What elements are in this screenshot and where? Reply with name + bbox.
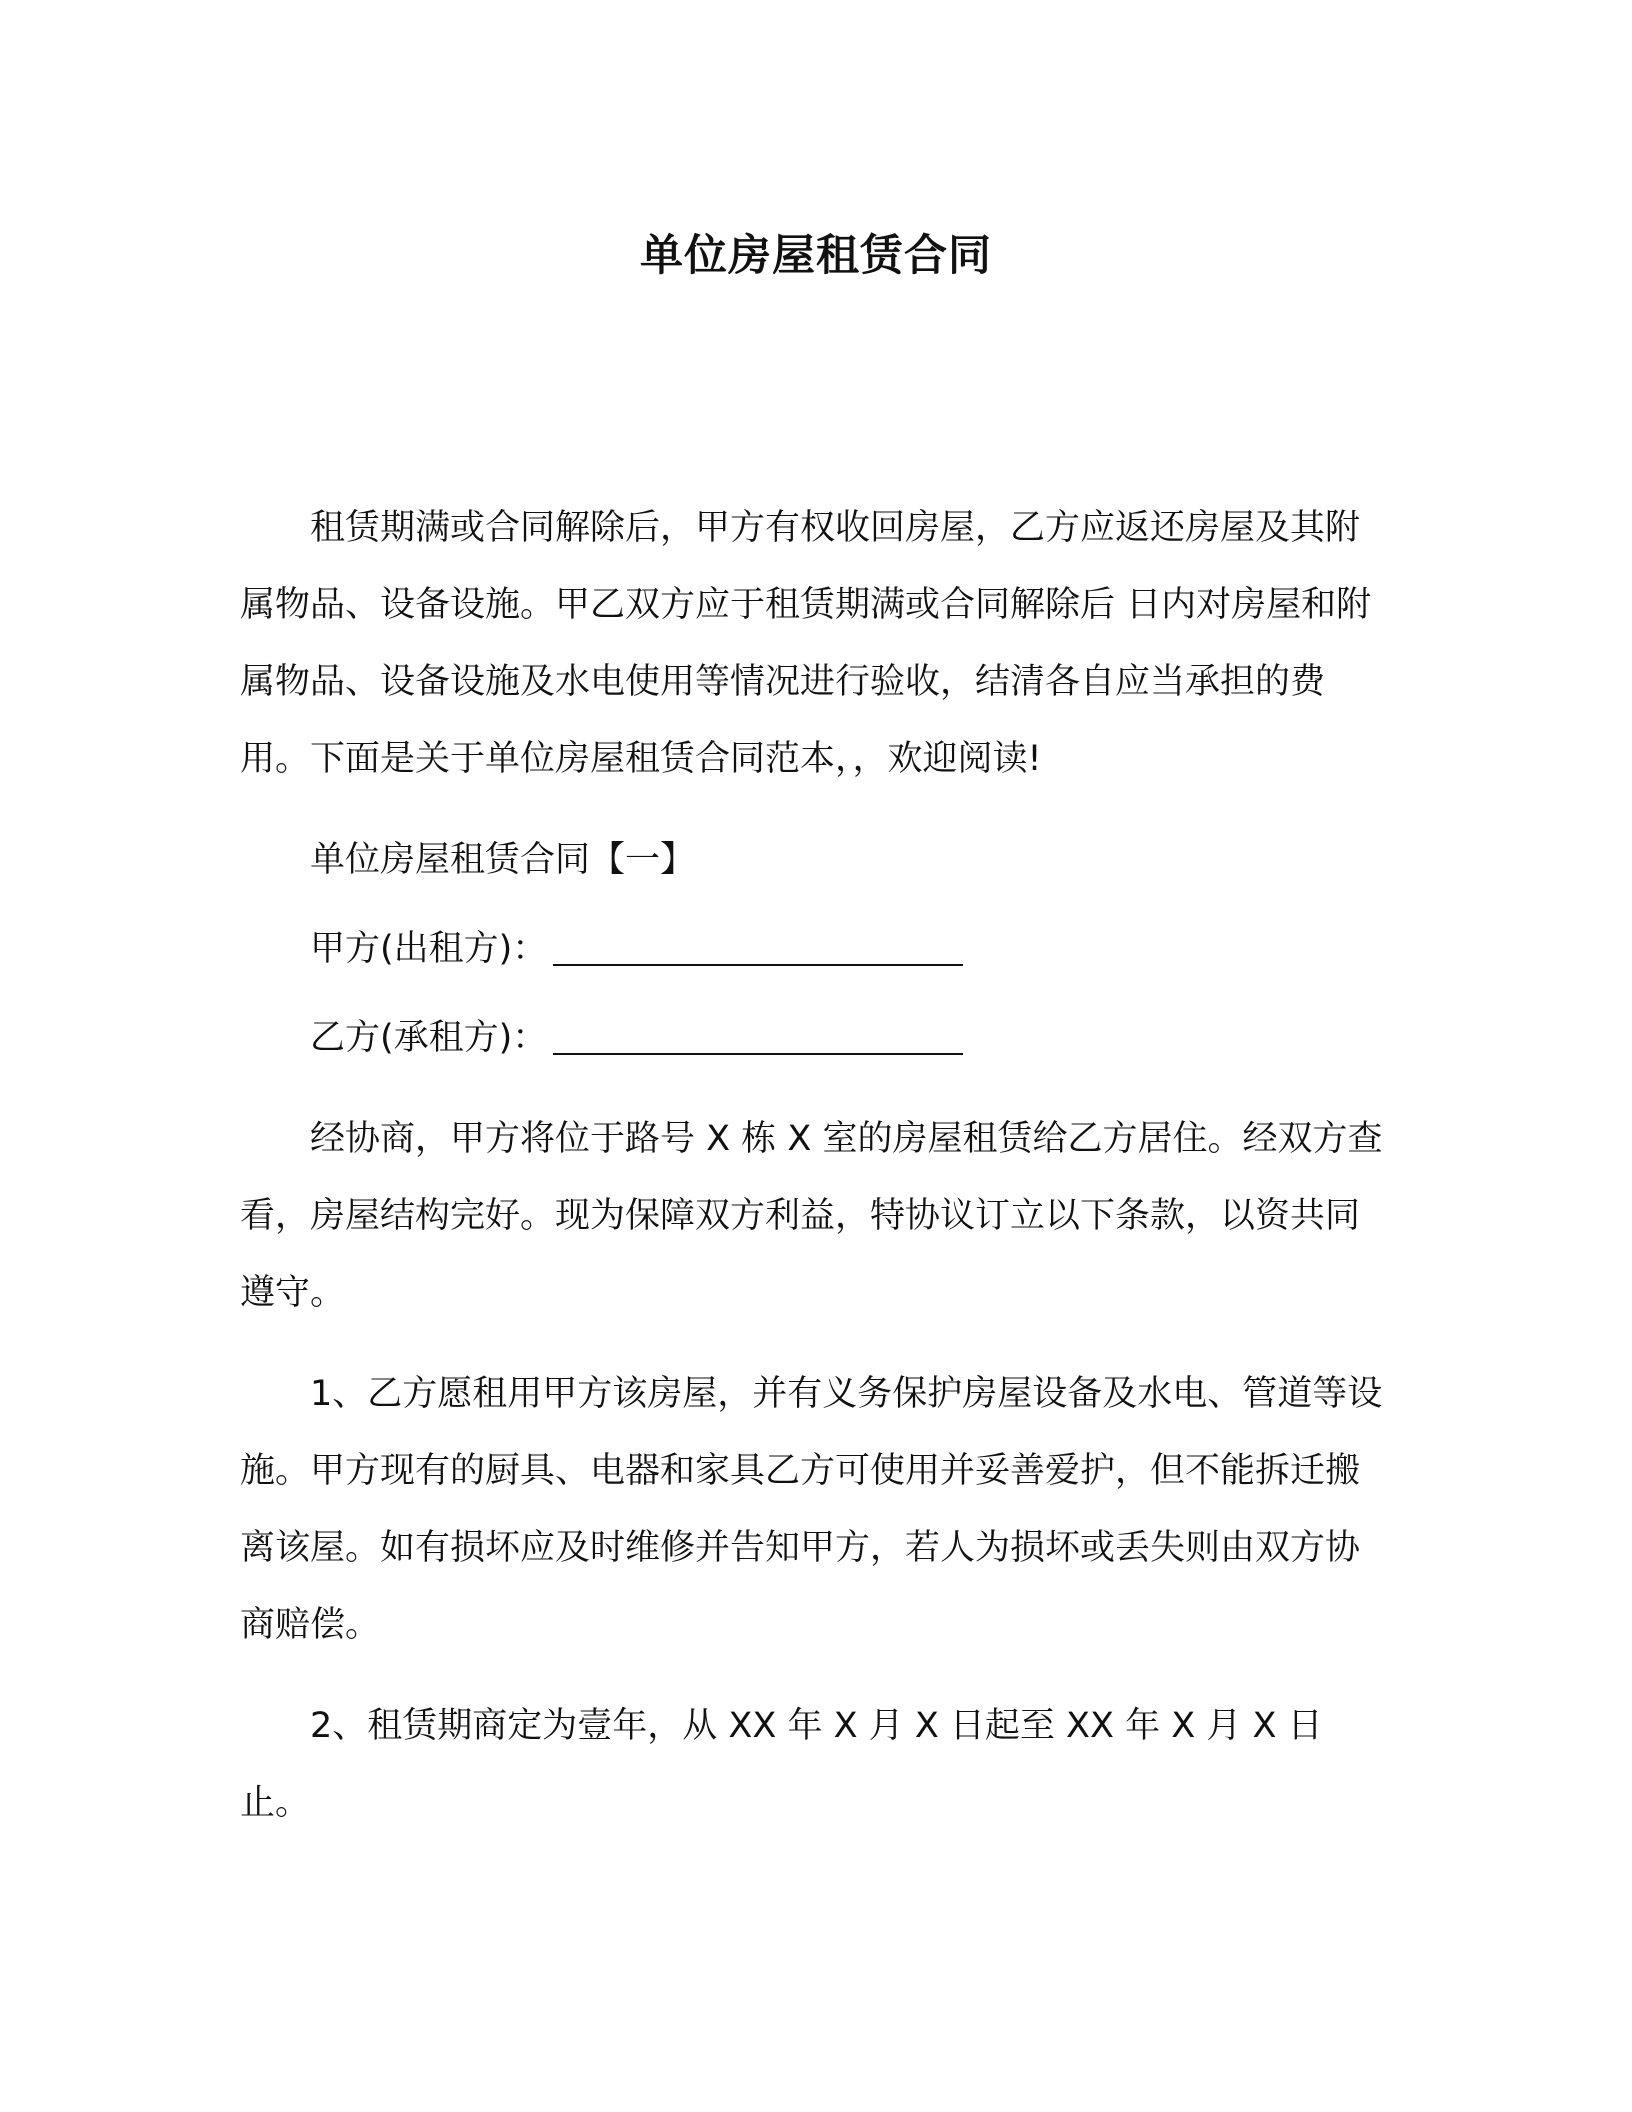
clause-1-paragraph: 1、乙方愿租用甲方该房屋，并有义务保护房屋设备及水电、管道等设施。甲方现有的厨具、电器和家具乙方可使用并妥善爱护，但不能拆迁搬离该屋。如有损坏应及时维修并告知甲方，若人为损坏或丢失则由双方协商赔偿。 xyxy=(240,1374,1383,1645)
party-a-line xyxy=(240,911,1390,988)
intro-paragraph: 租赁期满或合同解除后，甲方有权收回房屋，乙方应返还房屋及其附属物品、设备设施。甲乙双方应于租赁期满或合同解除后 日内对房屋和附属物品、设备设施及水电使用等情况进行验收，结清各自应当承担的费用。下面是关于单位房屋租赁合同范本，，欢迎阅读! xyxy=(240,508,1372,779)
section-heading: 单位房屋租赁合同【一】 xyxy=(310,840,696,880)
party-a-blank xyxy=(553,930,963,966)
party-b-line xyxy=(240,1000,1390,1077)
document-body xyxy=(240,490,1390,1842)
party-b-blank xyxy=(553,1019,963,1055)
negotiation-paragraph: 经协商，甲方将位于路号 X 栋 X 室的房屋租赁给乙方居住。经双方查看，房屋结构完好。现为保障双方利益，特协议订立以下条款，以资共同遵守。 xyxy=(240,1119,1383,1313)
party-b-label: 乙方(承租方)： xyxy=(310,1018,548,1058)
party-a-label: 甲方(出租方)： xyxy=(310,929,548,969)
clause-2-paragraph: 2、租赁期商定为壹年，从 XX 年 X 月 X 日起至 XX 年 X 月 X 日止。 xyxy=(240,1706,1323,1823)
document-title: 单位房屋租赁合同 xyxy=(640,231,992,281)
